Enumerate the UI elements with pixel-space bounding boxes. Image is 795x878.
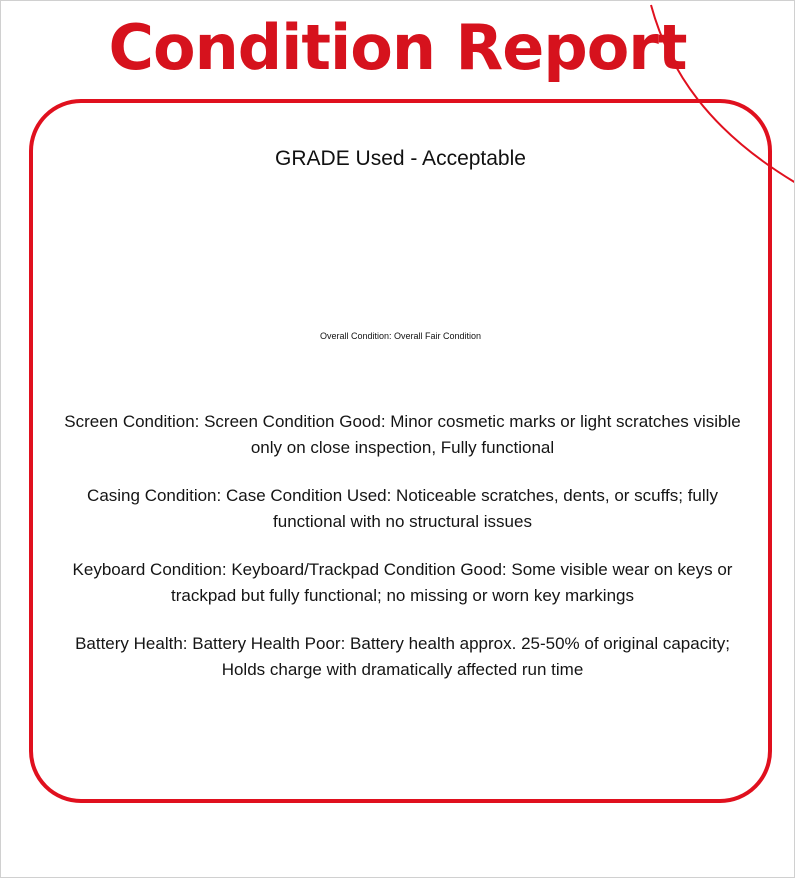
- keyboard-condition: Keyboard Condition: Keyboard/Trackpad Condition Good: Some visible wear on keys or trackpad but fully functional; no missing or worn key markings: [72, 560, 733, 605]
- page-title: Condition Report: [108, 11, 687, 84]
- casing-condition: Casing Condition: Case Condition Used: Noticeable scratches, dents, or scuffs; fully functional with no structural issues: [87, 486, 718, 531]
- grade-label: GRADE Used - Acceptable: [275, 147, 526, 170]
- overall-condition: Overall Condition: Overall Fair Condition: [319, 331, 482, 341]
- screen-condition: Screen Condition: Screen Condition Good: Minor cosmetic marks or light scratches visible only on close inspection, Fully functional: [64, 412, 741, 457]
- battery-health: Battery Health: Battery Health Poor: Battery health approx. 25-50% of original capacity; Holds charge with dramatically affected run time: [75, 634, 730, 679]
- condition-details: [61, 409, 744, 705]
